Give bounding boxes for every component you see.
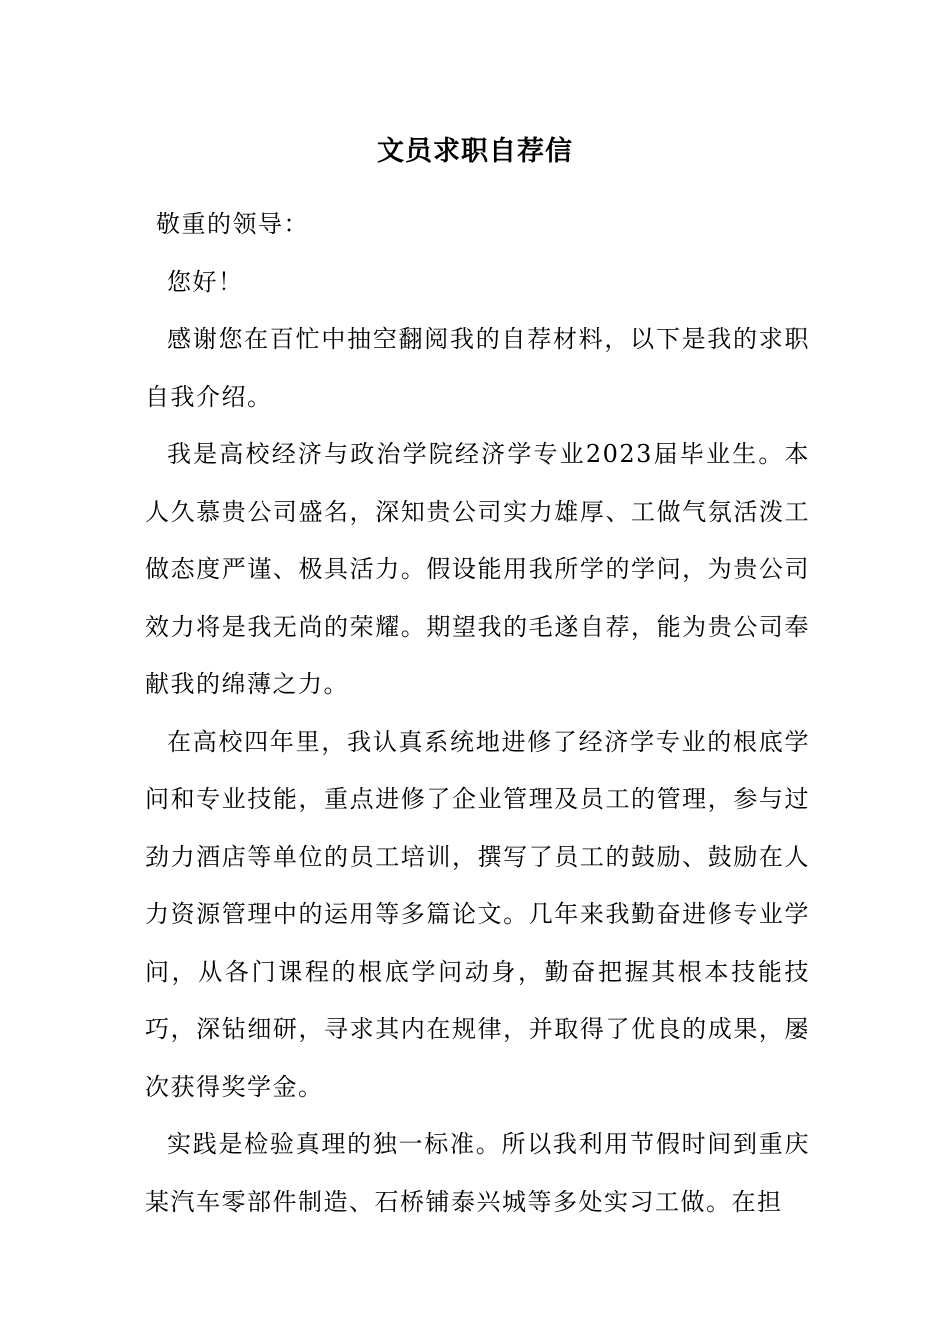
paragraph-intro: 感谢您在百忙中抽空翻阅我的自荐材料，以下是我的求职自我介绍。: [145, 325, 810, 411]
letter-body: [145, 196, 810, 1231]
greeting: 您好！: [167, 267, 244, 296]
document-title: 文员求职自荐信: [377, 136, 573, 167]
paragraph-education: 在高校四年里，我认真系统地进修了经济学专业的根底学问和专业技能，重点进修了企业管理及员工的管理，参与过劲力酒店等单位的员工培训，撰写了员工的鼓励、鼓励在人力资源管理中的运用等多篇论文。几年来我勤奋进修专业学问，从各门课程的根底学问动身，勤奋把握其根本技能技巧，深钻细研，寻求其内在规律，并取得了优良的成果，屡次获得奖学金。: [145, 727, 810, 1101]
paragraph-background: 我是高校经济与政治学院经济学专业2023届毕业生。本人久慕贵公司盛名，深知贵公司实力雄厚、工做气氛活泼工做态度严谨、极具活力。假设能用我所学的学问，为贵公司效力将是我无尚的荣耀。期望我的毛遂自荐，能为贵公司奉献我的绵薄之力。: [145, 440, 810, 698]
paragraph-practice: 实践是检验真理的独一标准。所以我利用节假时间到重庆某汽车零部件制造、石桥铺泰兴城等多处实习工做。在担: [145, 1130, 810, 1216]
salutation: 敬重的领导：: [156, 210, 309, 238]
